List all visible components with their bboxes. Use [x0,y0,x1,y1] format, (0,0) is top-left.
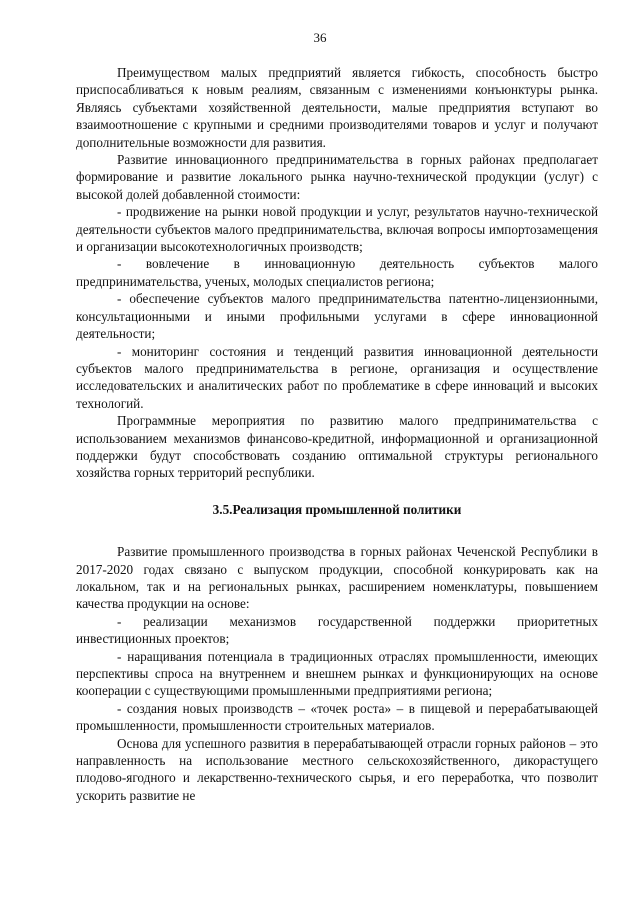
paragraph: Основа для успешного развития в перерабатывающей отрасли горных районов – это направленность на использование местного сельскохозяйственного, дикорастущего плодово-ягодного и лекарственно-технического сырья, и его переработка, что позволит ускорить развитие не [76,735,598,803]
paragraph: Программные мероприятия по развитию малого предпринимательства с использованием механизмов финансово-кредитной, информационной и организационной поддержки будут способствовать созданию оптимальной структуры регионального хозяйства горных территорий республики. [76,413,598,481]
list-item: - реализации механизмов государственной поддержки приоритетных инвестиционных проектов; [76,613,598,647]
section-heading: 3.5.Реализация промышленной политики [212,501,462,517]
list-item: - создания новых производств – «точек роста» – в пищевой и перерабатывающей промышленности, промышленности строительных материалов. [76,700,598,734]
list-item: - мониторинг состояния и тенденций развития инновационной деятельности субъектов малого предпринимательства в регионе, организация и осуществление исследовательских и аналитических работ по проблематике в сфере инноваций и высоких технологий. [76,343,598,411]
list-item: - продвижение на рынки новой продукции и услуг, результатов научно-технической деятельности субъектов малого предпринимательства, включая вопросы импортозамещения и организации высокотехнологичных производств; [76,204,598,255]
list-item: - наращивания потенциала в традиционных отраслях промышленности, имеющих перспективы спроса на внутреннем и внешнем рынках и функционирующих на основе кооперации с существующими промышленными предприятиями региона; [76,648,598,699]
page-number: 36 [313,30,327,45]
list-item: - вовлечение в инновационную деятельность субъектов малого предпринимательства, ученых, молодых специалистов региона; [76,256,598,289]
document-body [76,64,598,804]
paragraph: Преимуществом малых предприятий является гибкость, способность быстро приспосабливаться к новым реалиям, связанным с изменениями конъюнктуры рынка. Являясь субъектами хозяйственной деятельности, малые предприятия вступают во взаимоотношение с крупными и средними производителями товаров и услуг и получают дополнительные возможности для развития. [76,65,598,150]
paragraph: Развитие промышленного производства в горных районах Чеченской Республики в 2017-2020 годах связано с выпуском продукции, способной конкурировать как на локальном, так и на региональных рынках, расширением номенклатуры, повышением качества продукции на основе: [76,544,598,612]
list-item: - обеспечение субъектов малого предпринимательства патентно-лицензионными, консультационными и иными профильными услугами в сфере инновационной деятельности; [76,291,598,342]
paragraph: Развитие инновационного предпринимательства в горных районах предполагает формирование и развитие локального рынка научно-технической продукции (услуг) с высокой долей добавленной стоимости: [76,152,598,202]
